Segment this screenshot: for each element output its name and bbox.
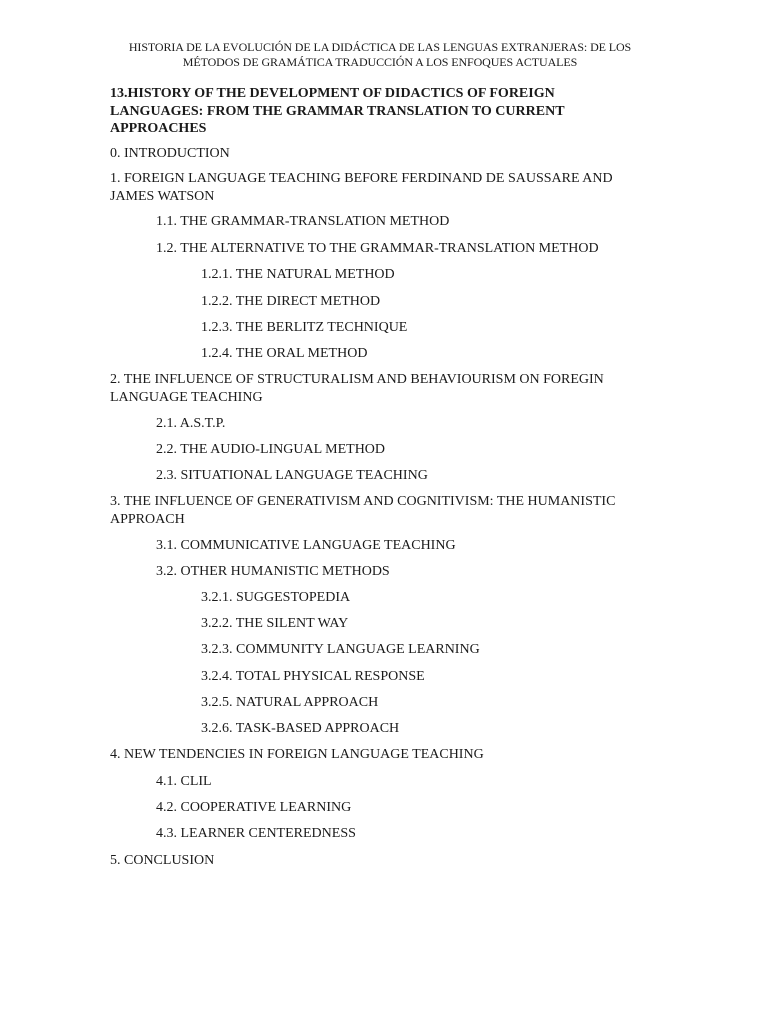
toc-entry-3-2-5: 3.2.5. NATURAL APPROACH xyxy=(201,695,379,710)
toc-entry-2-1: 2.1. A.S.T.P. xyxy=(156,416,226,431)
toc-entry-1-2-1: 1.2.1. THE NATURAL METHOD xyxy=(201,267,395,282)
toc-entry-3-2-1: 3.2.1. SUGGESTOPEDIA xyxy=(201,590,351,605)
toc-entry-2-3: 2.3. SITUATIONAL LANGUAGE TEACHING xyxy=(156,468,428,483)
toc-entry-4-1: 4.1. CLIL xyxy=(156,774,212,789)
toc-entry-4-3: 4.3. LEARNER CENTEREDNESS xyxy=(156,826,356,841)
toc-entry-3: 3. THE INFLUENCE OF GENERATIVISM AND COGNITIVISM: THE HUMANISTIC APPROACH xyxy=(110,494,616,527)
toc-entry-3-2: 3.2. OTHER HUMANISTIC METHODS xyxy=(156,564,390,579)
toc-entry-4-2: 4.2. COOPERATIVE LEARNING xyxy=(156,800,352,815)
toc-entry-3-2-6: 3.2.6. TASK-BASED APPROACH xyxy=(201,721,400,736)
toc-entry-3-2-3: 3.2.3. COMMUNITY LANGUAGE LEARNING xyxy=(201,642,480,657)
toc-entry-3-1: 3.1. COMMUNICATIVE LANGUAGE TEACHING xyxy=(156,538,456,553)
running-header: HISTORIA DE LA EVOLUCIÓN DE LA DIDÁCTICA DE LAS LENGUAS EXTRANJERAS: DE LOS MÉTODOS DE GRAMÁTICA TRADUCCIÓN A LOS ENFOQUES ACTUALES xyxy=(128,40,632,69)
toc-entry-3-2-2: 3.2.2. THE SILENT WAY xyxy=(201,616,349,631)
toc-entry-2-2: 2.2. THE AUDIO-LINGUAL METHOD xyxy=(156,442,386,457)
toc-entry-4: 4. NEW TENDENCIES IN FOREIGN LANGUAGE TEACHING xyxy=(110,747,484,762)
toc-entry-1-1: 1.1. THE GRAMMAR-TRANSLATION METHOD xyxy=(156,214,450,229)
toc-entry-intro: 0. INTRODUCTION xyxy=(110,146,230,161)
document-title: 13.HISTORY OF THE DEVELOPMENT OF DIDACTICS OF FOREIGN LANGUAGES: FROM THE GRAMMAR TRANSLATION TO CURRENT APPROACHES xyxy=(110,86,565,136)
toc-entry-3-2-4: 3.2.4. TOTAL PHYSICAL RESPONSE xyxy=(201,669,425,684)
toc-entry-1-2-3: 1.2.3. THE BERLITZ TECHNIQUE xyxy=(201,320,408,335)
toc-entry-2: 2. THE INFLUENCE OF STRUCTURALISM AND BEHAVIOURISM ON FOREGIN LANGUAGE TEACHING xyxy=(110,372,604,405)
toc-entry-1-2: 1.2. THE ALTERNATIVE TO THE GRAMMAR-TRANSLATION METHOD xyxy=(156,241,599,256)
toc-entry-5: 5. CONCLUSION xyxy=(110,853,215,868)
toc-entry-1-2-4: 1.2.4. THE ORAL METHOD xyxy=(201,346,368,361)
toc-entry-1-2-2: 1.2.2. THE DIRECT METHOD xyxy=(201,294,381,309)
toc-entry-1: 1. FOREIGN LANGUAGE TEACHING BEFORE FERDINAND DE SAUSSARE AND JAMES WATSON xyxy=(110,171,613,204)
